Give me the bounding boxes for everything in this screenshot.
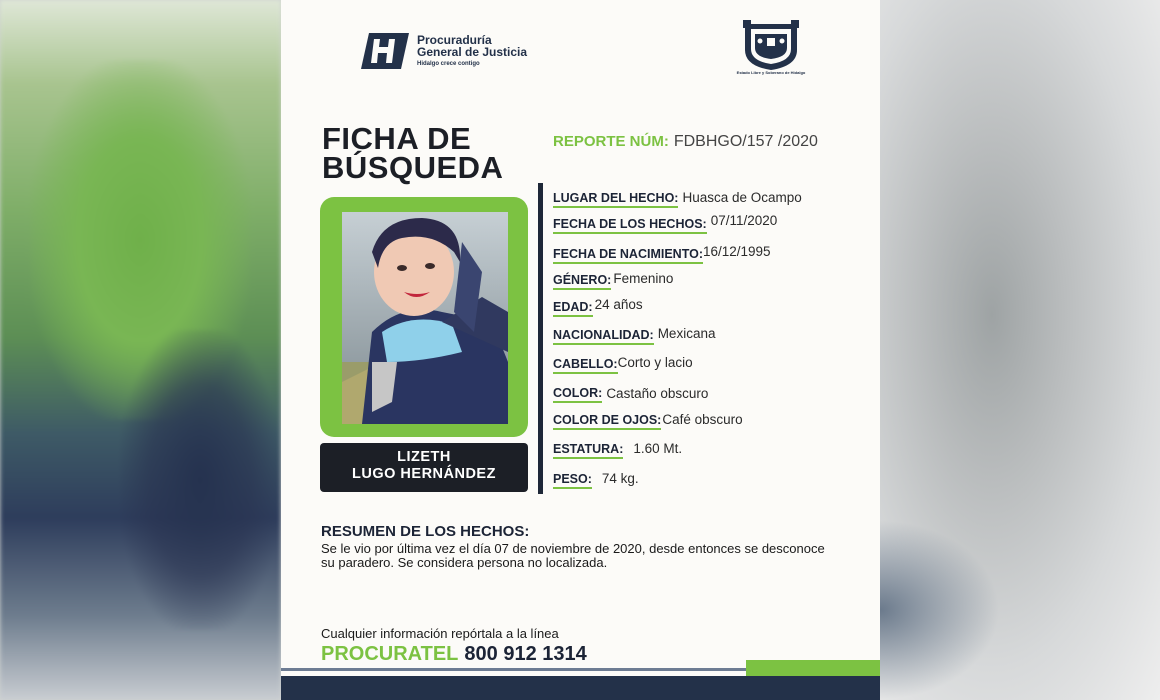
field-estatura: [553, 441, 682, 459]
blurred-background-right: [880, 0, 1160, 700]
org-tagline: Hidalgo crece contigo: [417, 61, 480, 67]
field-label: FECHA DE LOS HECHOS:: [553, 217, 707, 234]
field-genero: [553, 271, 673, 290]
person-last-name: LUGO HERNÁNDEZ: [352, 466, 496, 482]
field-value: Huasca de Ocampo: [682, 190, 802, 205]
field-label: NACIONALIDAD:: [553, 328, 654, 345]
blurred-background-left: [0, 0, 281, 700]
field-label: EDAD:: [553, 300, 593, 317]
field-value: 07/11/2020: [710, 213, 778, 228]
field-label: FECHA DE NACIMIENTO:: [553, 247, 703, 264]
field-label: ESTATURA:: [553, 442, 623, 459]
footer-stripe-thin: [281, 668, 746, 671]
field-nacionalidad: [553, 326, 715, 345]
field-lugar: [553, 190, 802, 208]
field-value: 1.60 Mt.: [633, 441, 683, 456]
field-value: Femenino: [613, 271, 674, 286]
field-value: Café obscuro: [662, 412, 743, 427]
field-value: Castaño obscuro: [606, 386, 709, 401]
field-color-ojos: [553, 412, 743, 430]
field-value: Corto y lacio: [617, 355, 693, 370]
field-value: 16/12/1995: [703, 244, 771, 259]
search-poster: [281, 0, 880, 700]
contact-hotline: [321, 643, 587, 666]
hotline-number[interactable]: 800 912 1314: [464, 643, 587, 665]
report-value: FDBHGO/157 /2020: [673, 133, 818, 150]
person-photo: [342, 212, 508, 424]
procuraduria-logo-icon: [361, 33, 409, 69]
hotline-brand: PROCURATEL: [321, 643, 459, 665]
person-name: [320, 443, 528, 492]
footer-stripe-navy: [281, 676, 880, 700]
field-label: LUGAR DEL HECHO:: [553, 191, 678, 208]
footer-stripe-green: [746, 660, 880, 676]
field-color: [553, 385, 708, 403]
field-peso: [553, 471, 639, 489]
field-label: PESO:: [553, 472, 592, 489]
field-label: GÉNERO:: [553, 273, 611, 290]
field-label: COLOR:: [553, 386, 602, 403]
report-number: [553, 133, 818, 151]
org-name-line1: Procuraduría: [417, 33, 492, 47]
divider-bar: [538, 183, 543, 494]
field-label: COLOR DE OJOS:: [553, 413, 661, 430]
title-line2: BÚSQUEDA: [322, 150, 504, 185]
photo-frame: [320, 197, 528, 437]
field-value: 74 kg.: [601, 471, 639, 486]
state-shield-icon: [741, 20, 801, 72]
shield-caption: Estado Libre y Soberano de Hidalgo: [736, 70, 806, 75]
field-value: 24 años: [594, 297, 643, 312]
title-line1: FICHA DE: [322, 121, 472, 156]
field-cabello: [553, 355, 693, 374]
organization-name: [417, 34, 527, 67]
report-label: REPORTE NÚM:: [553, 133, 669, 150]
page-title: [322, 121, 504, 185]
field-fecha-hechos: [553, 213, 777, 234]
field-edad: [553, 297, 643, 317]
summary-text: Se le vio por última vez el día 07 de noviembre de 2020, desde entonces se desconoce su paradero. Se considera persona no localizada.: [321, 541, 825, 570]
summary-heading: RESUMEN DE LOS HECHOS:: [321, 523, 530, 540]
person-first-name: LIZETH: [397, 449, 451, 465]
field-value: Mexicana: [657, 326, 716, 341]
org-name-line2: General de Justicia: [417, 45, 528, 59]
field-fecha-nacimiento: [553, 244, 771, 264]
field-label: CABELLO:: [553, 357, 618, 374]
contact-line: Cualquier información repórtala a la línea: [321, 626, 559, 641]
